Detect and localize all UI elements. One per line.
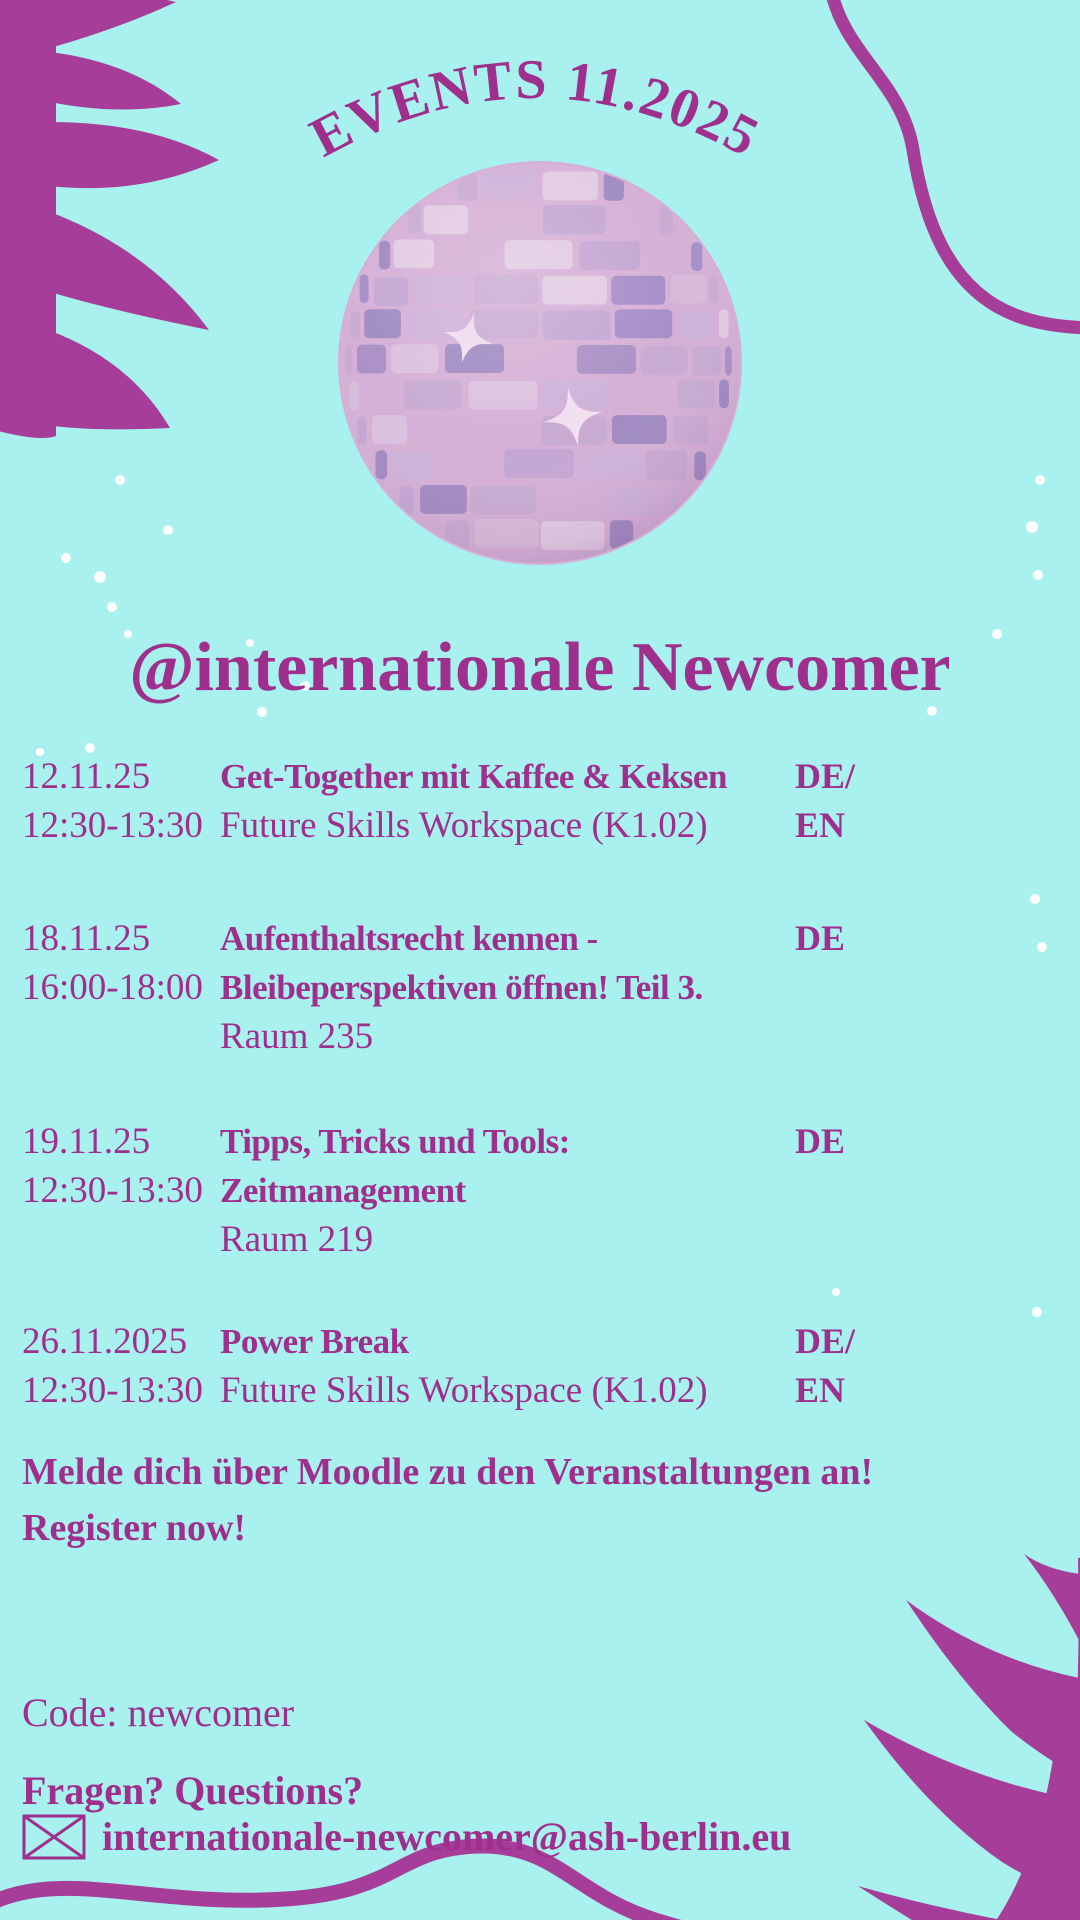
event-title: Tipps, Tricks und Tools: <box>220 1122 570 1161</box>
event-location: Future Skills Workspace (K1.02) <box>220 805 708 846</box>
arc-headline: EVENTS 11.2025 <box>300 48 770 170</box>
event-title: Get-Together mit Kaffee & Keksen <box>220 757 727 796</box>
event-date: 18.11.25 <box>22 918 151 959</box>
event-date: 26.11.2025 <box>22 1321 188 1362</box>
event-title-line2: Zeitmanagement <box>220 1171 466 1210</box>
event-location: Future Skills Workspace (K1.02) <box>220 1370 708 1411</box>
event-language-badge: DE/ EN <box>795 1321 856 1410</box>
event-datetime <box>22 914 220 1061</box>
event-time: 12:30-13:30 <box>22 1170 203 1211</box>
event-title-line2: Bleibeperspektiven öffnen! Teil 3. <box>220 968 703 1007</box>
event-date: 19.11.25 <box>22 1121 151 1162</box>
event-location: Raum 235 <box>220 1016 374 1057</box>
event-item <box>22 752 1055 850</box>
page-title: @internationale Newcomer <box>129 629 951 706</box>
event-time: 16:00-18:00 <box>22 967 203 1008</box>
questions-heading: Fragen? Questions? <box>22 1768 364 1813</box>
contact-email: internationale-newcomer@ash-berlin.eu <box>102 1814 792 1859</box>
events-list <box>22 752 1055 1479</box>
event-date: 12.11.25 <box>22 756 151 797</box>
event-item <box>22 1317 1055 1415</box>
event-item <box>22 914 1055 1061</box>
moodle-code: Code: newcomer <box>22 1690 295 1735</box>
event-language-badge: DE <box>795 918 846 958</box>
event-details <box>220 914 795 1061</box>
event-datetime <box>22 1317 220 1415</box>
event-details <box>220 1317 795 1415</box>
event-time: 12:30-13:30 <box>22 805 203 846</box>
event-details <box>220 752 795 850</box>
event-language-badge: DE/ EN <box>795 756 856 845</box>
event-datetime <box>22 752 220 850</box>
registration-note: Melde dich über Moodle zu den Veranstaltungen an! Register now! <box>22 1451 874 1549</box>
contact-email-row <box>22 1813 791 1860</box>
event-details <box>220 1117 795 1264</box>
event-language-badge: DE <box>795 1121 846 1161</box>
event-location: Raum 219 <box>220 1219 374 1260</box>
event-datetime <box>22 1117 220 1264</box>
event-item <box>22 1117 1055 1264</box>
event-title: Aufenthaltsrecht kennen - <box>220 919 598 958</box>
event-title: Power Break <box>220 1322 409 1361</box>
disco-ball-icon <box>338 161 742 565</box>
event-time: 12:30-13:30 <box>22 1370 203 1411</box>
envelope-icon <box>22 1814 86 1860</box>
